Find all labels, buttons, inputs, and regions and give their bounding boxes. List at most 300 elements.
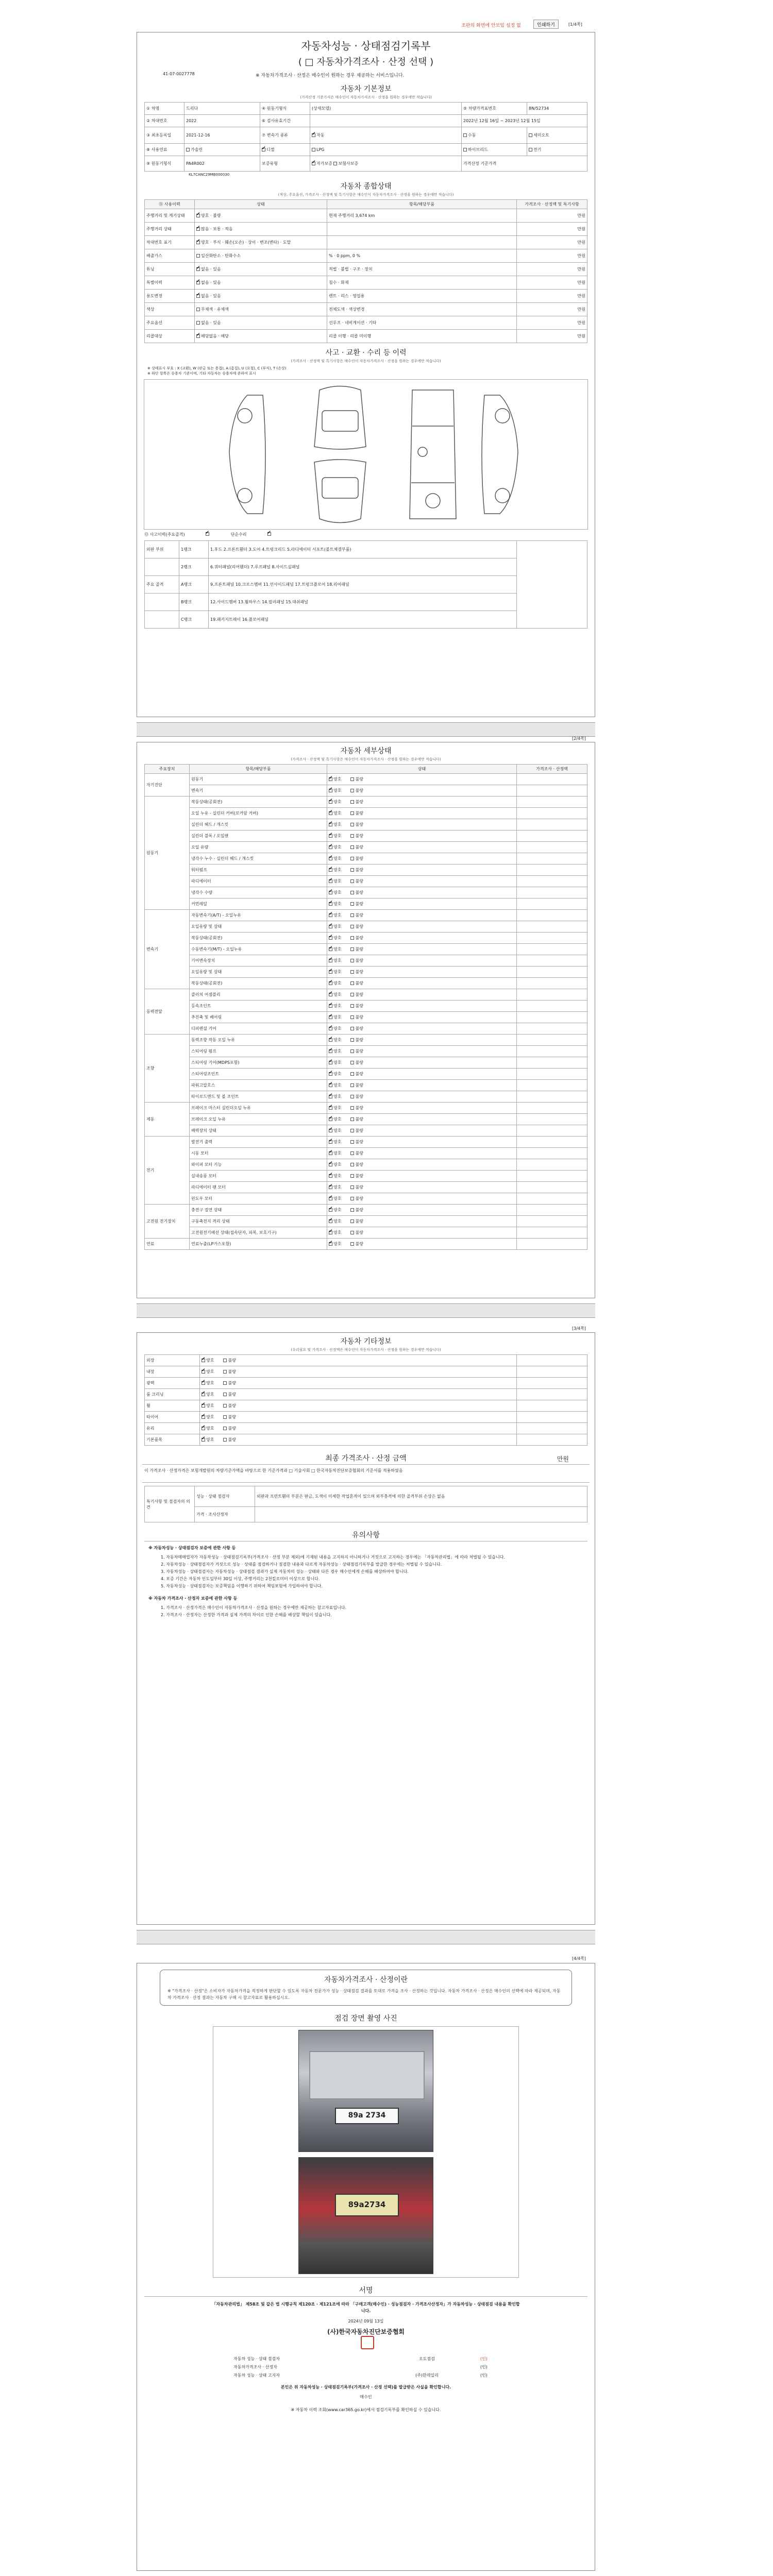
state-label: 양호 — [333, 1140, 342, 1144]
cell-label: 해당없음 · 해당 — [201, 334, 229, 338]
detail-sub: (가격조사 · 산정액 및 특기사항은 매수인이 자동차가격조사 · 산정을 원하는 경우에만 적습니다) — [291, 757, 441, 761]
checkbox — [350, 1174, 354, 1178]
print-button[interactable]: 인쇄하기 — [533, 20, 559, 29]
state-label: 불량 — [355, 1208, 363, 1212]
item-cell: 고전원전기배선 상태(접속단자, 피복, 보호기구) — [190, 1227, 327, 1239]
item-cell: 스티어링 기어(MDPS포함) — [190, 1057, 327, 1069]
checkbox — [196, 334, 200, 338]
state-label: 불량 — [355, 1049, 363, 1054]
cell: 8N/52734 — [527, 103, 587, 115]
detail-row — [145, 819, 587, 831]
checkbox — [350, 1049, 354, 1053]
state-label: 양호 — [333, 1208, 342, 1212]
state-label: 불량 — [228, 1381, 236, 1385]
sign-date: 2024년 09월 13일 — [348, 2319, 384, 2324]
price-cell — [517, 774, 587, 785]
cell-label: 수동 — [468, 133, 476, 138]
state-label: 양호 — [333, 1026, 342, 1031]
checkbox — [350, 789, 354, 792]
state-cell — [327, 1193, 517, 1205]
checkbox — [329, 1106, 332, 1110]
checkbox — [329, 800, 332, 804]
cell: 2021-12-16 — [184, 127, 260, 144]
cell-label: 양호 · 불량 — [201, 213, 221, 218]
checkbox — [350, 1219, 354, 1223]
header-cell: 가격조사 · 산정액 — [517, 765, 587, 774]
cell — [145, 594, 179, 611]
checkbox — [223, 1415, 227, 1419]
state-cell — [327, 978, 517, 989]
item-cell: 디퍼렌셜 기어 — [190, 1023, 327, 1035]
cell — [386, 2363, 468, 2371]
state-label: 양호 — [333, 879, 342, 884]
plate-2-text: 89a2734 — [348, 2200, 386, 2209]
checkbox — [262, 148, 265, 151]
state-label: 불량 — [355, 958, 363, 963]
cell: ④ 원동기형식 — [260, 103, 310, 115]
cell: 9.프론트패널 10.크로스멤버 11.인사이드패널 17.트렁크플로어 18.리어패널 — [209, 576, 517, 594]
detail-row — [145, 1103, 587, 1114]
state-label: 불량 — [355, 1185, 363, 1190]
cell: 주행거리 상태 — [145, 223, 195, 236]
price-cell — [517, 865, 587, 876]
group-cell: 자기진단 — [145, 774, 190, 796]
cell — [195, 223, 327, 236]
price-cell — [517, 1171, 587, 1182]
cell — [145, 611, 179, 629]
overall-table — [144, 199, 587, 343]
state-label: 양호 — [333, 1094, 342, 1099]
cell: 성능 · 상태 점검자 — [195, 1486, 255, 1507]
state-cell — [327, 774, 517, 785]
cell: 침수 · 화재 — [327, 276, 517, 290]
detail-row — [145, 921, 587, 933]
item-cell: 동력조향 작동 오일 누유 — [190, 1035, 327, 1046]
state-cell — [327, 785, 517, 796]
accident-none — [206, 532, 210, 537]
what-is-title: 자동차가격조사 · 산정이란 — [324, 1976, 408, 1984]
checkbox — [186, 148, 190, 151]
state-label: 불량 — [355, 1026, 363, 1031]
cell — [327, 236, 517, 249]
cell: 19.패키지트레이 16.플로어패널 — [209, 611, 517, 629]
checkbox — [196, 214, 200, 217]
price-cell — [517, 1114, 587, 1125]
cell: 만원 — [517, 236, 587, 249]
state-label: 양호 — [333, 970, 342, 974]
other-price — [517, 1412, 587, 1423]
checkbox — [350, 879, 354, 883]
checkbox — [329, 891, 332, 894]
plate-1-text: 89a 2734 — [348, 2111, 386, 2120]
price-cell — [517, 1091, 587, 1103]
cell: 외판과 프런트휀더 부분은 판금, 도색이 미세한 작업흔적이 있으며 외부충격에 의한 골격부위 손상은 없음 — [255, 1486, 587, 1507]
cell: 외판 부위 — [145, 541, 179, 558]
cell: 만원 — [517, 316, 587, 330]
state-label: 양호 — [333, 958, 342, 963]
car-diagram-svg — [144, 380, 587, 529]
checkbox — [350, 800, 354, 804]
state-label: 양호 — [333, 1230, 342, 1235]
checkbox — [329, 1061, 332, 1064]
what-is-text: ※ "가격조사 · 산정"은 소비자가 자동차가격을 적정하게 판단할 수 있도록 자동차 전문가가 성능 · 상태점검 결과를 토대로 가격을 조사 · 산정하는 것입니다. 자동차 가격조사 · 산정은 매수인의 선택에 따라 제공되며, 자동차 가격조사 · 산정 결과는 자동차 구매 시 참고자료로 활용하십시오. — [167, 1989, 561, 2000]
state-label: 불량 — [355, 1072, 363, 1076]
cell — [327, 223, 517, 236]
state-cell — [327, 853, 517, 865]
checkbox — [329, 925, 332, 928]
state-label: 불량 — [355, 856, 363, 861]
detail-row — [145, 933, 587, 944]
state-label: 불량 — [355, 788, 363, 793]
state-label: 양호 — [333, 1242, 342, 1246]
final-price-title: 최종 가격조사 · 산정 금액 — [325, 1454, 407, 1463]
other-label: 내장 — [145, 1366, 200, 1378]
state-label: 불량 — [355, 1196, 363, 1201]
price-cell — [517, 1137, 587, 1148]
checkbox — [329, 981, 332, 985]
price-cell — [517, 1205, 587, 1216]
detail-row — [145, 865, 587, 876]
state-cell — [327, 1001, 517, 1012]
checkbox — [329, 1072, 332, 1076]
item-cell: 스티어링조인트 — [190, 1069, 327, 1080]
item-cell: 와이퍼 모터 기능 — [190, 1159, 327, 1171]
state-label: 양호 — [333, 856, 342, 861]
checkbox — [350, 834, 354, 838]
item-cell: 오일유량 및 상태 — [190, 967, 327, 978]
header-cell: 가격조사 · 산정액 및 특기사항 — [517, 200, 587, 209]
state-label: 불량 — [355, 822, 363, 827]
top-toolbar — [137, 20, 595, 30]
note-line: 1. 가격조사 · 산정가격은 매수인이 자동차가격조사 · 산정을 원하는 경우에만 제공하는 참고자료입니다. — [161, 1605, 347, 1610]
state-cell — [327, 1035, 517, 1046]
detail-row — [145, 831, 587, 842]
cell — [527, 127, 587, 144]
other-label: 광택 — [145, 1378, 200, 1389]
checkbox — [350, 925, 354, 928]
cell — [145, 558, 179, 576]
other-row — [145, 1389, 587, 1400]
checkbox — [350, 1095, 354, 1098]
state-label: 불량 — [355, 1174, 363, 1178]
other-price — [517, 1434, 587, 1446]
checkbox — [201, 1393, 205, 1396]
state-label: 불량 — [355, 834, 363, 838]
checkbox — [329, 1151, 332, 1155]
cell: ⑨ 원동기형식 — [145, 156, 184, 172]
checkbox — [329, 1129, 332, 1132]
detail-row — [145, 1171, 587, 1182]
cell: 만원 — [517, 276, 587, 290]
price-cell — [517, 1057, 587, 1069]
state-label: 불량 — [355, 1060, 363, 1065]
cell: 1.후드 2.프론트휀더 3.도어 4.트렁크리드 5.라디에이터 서포트(볼트체결부품) — [209, 541, 517, 558]
detail-row — [145, 978, 587, 989]
other-label: 외장 — [145, 1355, 200, 1366]
basic-info-table — [144, 102, 587, 172]
overall-title: 자동차 종합상태 — [340, 182, 392, 191]
price-cell — [517, 853, 587, 865]
state-label: 불량 — [355, 1038, 363, 1042]
notice-text: 조판의 화면에 안보임 설정 없 — [461, 23, 521, 28]
item-cell: 원동기 — [190, 774, 327, 785]
item-cell: 변속기 — [190, 785, 327, 796]
detail-row — [145, 785, 587, 796]
state-label: 양호 — [333, 890, 342, 895]
checkbox — [223, 1438, 227, 1442]
checkbox — [312, 162, 315, 165]
checkbox — [329, 823, 332, 826]
notes-head-1: ※ 자동차성능 · 상태점검자 보증에 관한 사항 등 — [148, 1546, 236, 1550]
checkbox — [329, 1015, 332, 1019]
checkbox — [350, 1027, 354, 1030]
checkbox — [350, 1038, 354, 1042]
other-label: 룸 크리닝 — [145, 1389, 200, 1400]
detail-row — [145, 842, 587, 853]
doc-subtitle: ( □ 자동차가격조사 · 산정 선택 ) — [298, 57, 434, 67]
header-cell: 상태 — [195, 200, 327, 209]
detail-row — [145, 989, 587, 1001]
state-cell — [327, 887, 517, 899]
checkbox — [329, 1242, 332, 1246]
price-cell — [517, 831, 587, 842]
state-cell — [327, 1148, 517, 1159]
state-cell — [327, 1046, 517, 1057]
page-3-label: [3/4쪽] — [572, 1326, 586, 1331]
checkbox — [529, 133, 532, 137]
checkbox — [350, 1231, 354, 1234]
page-label: [1/4쪽] — [568, 22, 582, 27]
state-label: 양호 — [333, 936, 342, 940]
state-cell — [327, 865, 517, 876]
other-row — [145, 1366, 587, 1378]
item-cell: 기어변속장치 — [190, 955, 327, 967]
state-label: 양호 — [333, 1185, 342, 1190]
checkbox — [350, 1151, 354, 1155]
group-cell: 전기 — [145, 1137, 190, 1205]
state-label: 양호 — [333, 1128, 342, 1133]
cell: 만원 — [517, 209, 587, 223]
cell-label: 많음 · 보통 · 적음 — [201, 227, 233, 231]
cell: A랭크 — [179, 576, 209, 594]
car-top-rear — [314, 460, 366, 523]
cell-label: 하이브리드 — [468, 147, 488, 152]
price-note: 이 가격조사 · 산정가격은 보험개발원의 차량기준가액을 바탕으로 한 기준가격과 □ 기술사회 □ 한국자동차진단보증협회의 기준서를 적용하였음 — [144, 1468, 403, 1473]
state-cell — [327, 1137, 517, 1148]
cell: 주요옵션 — [145, 316, 195, 330]
group-cell: 연료 — [145, 1239, 190, 1250]
item-cell: 작동상태(공회전) — [190, 978, 327, 989]
item-cell: 커먼레일 — [190, 899, 327, 910]
vin-text: KL7CANC29MB000030 — [189, 173, 230, 177]
cell: 오도점검 — [418, 2356, 435, 2361]
detail-row — [145, 1159, 587, 1171]
state-cell — [327, 1227, 517, 1239]
cell: 배출가스 — [145, 249, 195, 263]
item-cell: 배력장치 상태 — [190, 1125, 327, 1137]
item-cell: 스티어링 펌프 — [190, 1046, 327, 1057]
detail-row — [145, 1046, 587, 1057]
cell: C랭크 — [179, 611, 209, 629]
item-cell: 추진축 및 베어링 — [190, 1012, 327, 1023]
cell: 자동차 성능 · 상태 고지자 — [233, 2372, 280, 2378]
detail-row — [145, 1057, 587, 1069]
cell-label: 세미오토 — [533, 133, 549, 138]
cell — [195, 263, 327, 276]
state-cell — [327, 1182, 517, 1193]
cell: 만원 — [517, 263, 587, 276]
state-label: 양호 — [333, 1174, 342, 1178]
other-state — [200, 1412, 517, 1423]
detail-row — [145, 1205, 587, 1216]
checkbox — [267, 532, 271, 536]
checkbox — [201, 1415, 205, 1419]
state-label: 불량 — [355, 1015, 363, 1020]
checkbox — [329, 834, 332, 838]
checkbox — [350, 970, 354, 974]
checkbox — [463, 148, 467, 151]
cell: 2022년 12월 16일 ~ 2023년 12월 15일 — [462, 115, 587, 127]
cell-label: 디젤 — [266, 147, 275, 152]
cell-label: 양호 · 부식 · 훼손(오손) · 상이 · 변조(변타) · 도말 — [201, 240, 291, 245]
checkbox — [350, 845, 354, 849]
state-cell — [327, 1159, 517, 1171]
checkbox — [223, 1359, 227, 1362]
price-cell — [517, 1182, 587, 1193]
checkbox — [329, 1095, 332, 1098]
page-2 — [137, 742, 595, 1298]
cell — [195, 236, 327, 249]
item-cell: 오일유량 및 상태 — [190, 921, 327, 933]
detail-table — [144, 764, 587, 1250]
checkbox — [329, 970, 332, 974]
price-cell — [517, 1046, 587, 1057]
detail-row — [145, 1216, 587, 1227]
checkbox — [350, 947, 354, 951]
state-label: 불량 — [228, 1426, 236, 1431]
checkbox — [329, 857, 332, 860]
detail-row — [145, 1193, 587, 1205]
detail-row — [145, 967, 587, 978]
checkbox — [329, 1208, 332, 1212]
price-cell — [517, 1023, 587, 1035]
state-label: 불량 — [355, 1106, 363, 1110]
state-cell — [327, 944, 517, 955]
detail-row — [145, 955, 587, 967]
state-label: 불량 — [355, 1004, 363, 1008]
state-label: 양호 — [333, 1083, 342, 1088]
cell: 보증유형 — [260, 156, 310, 172]
state-label: 양호 — [206, 1392, 214, 1397]
state-label: 양호 — [206, 1358, 214, 1363]
state-label: 불량 — [355, 811, 363, 816]
buyer-label: 매수인 — [360, 2395, 372, 2399]
state-label: 양호 — [333, 868, 342, 872]
state-label: 양호 — [206, 1426, 214, 1431]
item-cell: 냉각수 수량 — [190, 887, 327, 899]
checkbox — [350, 1197, 354, 1200]
detail-row — [145, 899, 587, 910]
cell: ② 차대번호 — [145, 115, 184, 127]
checkbox — [329, 936, 332, 940]
checkbox — [329, 811, 332, 815]
cell: 주요 골격 — [145, 576, 179, 594]
state-label: 양호 — [206, 1381, 214, 1385]
price-cell — [517, 1148, 587, 1159]
checkbox — [329, 1038, 332, 1042]
state-label: 불량 — [355, 1083, 363, 1088]
price-cell — [517, 989, 587, 1001]
checkbox — [329, 1140, 332, 1144]
price-cell — [517, 887, 587, 899]
item-cell: 실린더 헤드 / 개스킷 — [190, 819, 327, 831]
checkbox — [201, 1359, 205, 1362]
cell — [195, 330, 327, 343]
checkbox — [196, 281, 200, 284]
price-cell — [517, 842, 587, 853]
state-label: 불량 — [355, 924, 363, 929]
state-label: 불량 — [355, 1219, 363, 1224]
item-cell: 브레이크 마스터 실린더오일 누유 — [190, 1103, 327, 1114]
checkbox — [223, 1404, 227, 1408]
specials-table — [144, 1486, 587, 1522]
page-4 — [137, 1963, 595, 2571]
cell: 리콜대상 — [145, 330, 195, 343]
detail-row — [145, 1023, 587, 1035]
state-label: 양호 — [333, 1072, 342, 1076]
detail-row — [145, 1114, 587, 1125]
checkbox — [329, 1049, 332, 1053]
other-info-title: 자동차 기타정보 — [340, 1337, 392, 1346]
checkbox — [350, 1106, 354, 1110]
other-state — [200, 1423, 517, 1434]
state-cell — [327, 1171, 517, 1182]
note-line: 1. 자동차매매업자가 자동차성능 · 상태점검기록부(가격조사 · 산정 부분 제외)에 기재된 내용을 고지하지 아니하거나 거짓으로 고지하는 경우에는 「자동차관리법」에 따라 처벌될 수 있습니다. — [161, 1555, 505, 1560]
page-2-label: [2/4쪽] — [572, 736, 586, 741]
header-cell: 주요장치 — [145, 765, 190, 774]
cell-label: 보험사보증 — [338, 161, 359, 166]
other-label: 타이어 — [145, 1412, 200, 1423]
page-4-label: [4/4쪽] — [572, 1956, 586, 1961]
checkbox — [196, 227, 200, 231]
other-row — [145, 1434, 587, 1446]
state-label: 불량 — [355, 936, 363, 940]
checkbox — [196, 267, 200, 271]
cell: 자동차가격조사 · 산정자 — [233, 2364, 277, 2369]
price-cell — [517, 1193, 587, 1205]
state-cell — [327, 955, 517, 967]
state-label: 불량 — [355, 1162, 363, 1167]
state-label: 양호 — [206, 1437, 214, 1442]
state-label: 불량 — [355, 1117, 363, 1122]
price-cell — [517, 1239, 587, 1250]
state-label: 양호 — [333, 947, 342, 952]
footer-note: ※ 자동차 이력 조회(www.car365.go.kr)에서 점검기록부를 확인하실 수 있습니다. — [291, 2408, 441, 2412]
group-cell: 고전원 전기장치 — [145, 1205, 190, 1239]
checkbox — [350, 857, 354, 860]
state-label: 양호 — [333, 845, 342, 850]
cell — [310, 115, 462, 127]
state-label: 양호 — [333, 811, 342, 816]
checkbox — [329, 1197, 332, 1200]
cell — [195, 249, 327, 263]
cell: ⑤ 차량가격표번호 — [462, 103, 527, 115]
detail-row — [145, 853, 587, 865]
other-row — [145, 1355, 587, 1366]
plate-2 — [335, 2194, 399, 2216]
checkbox — [529, 148, 532, 151]
cell — [255, 1507, 587, 1522]
